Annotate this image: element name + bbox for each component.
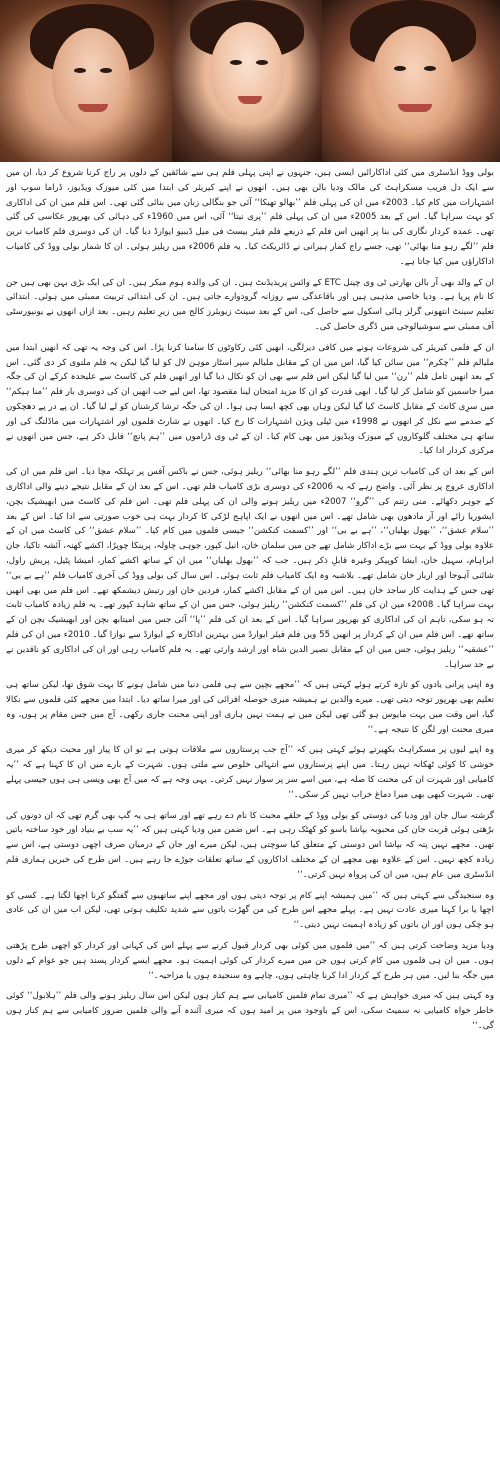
eye-shape <box>100 68 112 73</box>
article-paragraph: اس کے بعد ان کی کامیاب ترین ہندی فلم ’’لگے رہو منا بھائی‘‘ ریلیز ہوئی، جس نے باکس آفس پر تہلکہ مچا دیا۔ اس فلم میں ان کی اداکاری عروج پر نظر آئی۔ واضح رہے کہ یہ 2006ء کی دوسری بڑی کامیاب فلم تھی۔ اس کے بعد ان کے مقابل نتیجے دینے والی اداکاری کے جوہر دکھائے۔ منی رتنم کی ’’گرو‘‘ 2007ء میں ریلیز ہونے والی ان کی پہلی فلم تھی۔ اس فلم کی کاسٹ میں ابھیشیک بچن، ایشوریا رائے اور آر مادھون بھی شامل تھے۔ اس میں انھوں نے ایک اپاہج لڑکی کا کردار بہت ہی خوب صورتی سے ادا کیا۔ اس کے بعد ’’سلام عشق‘‘، ’’بھول بھلیاں‘‘، ’’ہے بے بی‘‘ اور ’’کسمت کنکشن‘‘ جیسی فلموں میں کام کیا۔ ’’سلام عشق‘‘ کی کاسٹ میں ان کے علاوہ بولی ووڈ کے بہت سے بڑے اداکار شامل تھے جن میں سلمان خان، انیل کپور، جوہی چاولہ، پرینکا چوپڑا، اکشے کھنہ، آئشہ تاکیا، جان ابراہام، سہیل خان، ایشا کوپیکر وغیرہ قابلِ ذکر ہیں۔ جب کہ ’’بھول بھلیاں‘‘ میں ان کے ساتھ اکشے کمار، امیشا پٹیل، پریش راول، شائنی آہوجا اور ارباز خان شامل تھے۔ بلاشبہ وہ ایک کامیاب فلم ثابت ہوئی۔ اس سال کی بولی ووڈ کی آخری کامیاب فلم ’’ہے بے بی‘‘ تھی جس کے ہدایت کار ساجد خان ہیں۔ اس میں ان کے مقابل اکشے کمار، فردین خان اور رتیش دیشمکھ تھے۔ اس فلم میں بھی انھیں بہت سراہا گیا۔ 2008ء میں ان کی فلم ’’کسمت کنکشن‘‘ ریلیز ہوئی، جس میں ان کے ساتھ شاہد کپور تھے۔ یہ فلم زیادہ کامیاب ثابت نہ ہو سکی، تاہم ان کی اداکاری کو بھرپور سراہا گیا۔ اس کے بعد ان کی فلم ’’پا‘‘ آئی جس میں امیتابھ بچن اور ابھیشیک بچن ان کے ساتھ تھے۔ اس فلم میں ان کے کردار پر انھیں 55 ویں فلم فیئر ایوارڈ میں بہترین اداکارہ کے ایوارڈ سے نوازا گیا۔ 2010ء میں ان کی فلم ’’عشقیہ‘‘ ریلیز ہوئی، جس میں ان کے مقابل نصیر الدین شاہ اور ارشد وارثی تھے۔ یہ فلم کامیاب رہی اور ان کی اداکاری کو ناقدین نے بے حد سراہا۔ <box>6 467 494 670</box>
article-paragraph: بولی ووڈ انڈسٹری میں کئی اداکارائیں ایسی ہیں، جنہوں نے اپنی پہلی فلم ہی سے شائقین کے دلوں پر راج کرنا شروع کر دیا، ان میں سے ایک دل فریب مسکراہٹ کی مالک ودیا بالن بھی ہیں۔ انھوں نے اپنے کیریئر کی ابتدا میں کئی میوزک ویڈیوز، ڈراما سوپ اور اشتہارات میں کام کیا۔ 2003ء میں ان کی پہلی فلم ’’بھالو تھیکا‘‘ آئی جو بنگالی زبان میں بنائی گئی تھی۔ اس فلم میں ان کی اداکاری کو بہت سراہا گیا۔ اس کے بعد 2005ء میں ان کی پہلی فلم ’’پری نیتا‘‘ آئی، اس میں 1960ء کی دہائی کی بھرپور عکاسی کی گئی تھی۔ عمدہ کردار نگاری کی بنا پر انھیں اس فلم کے ذریعے فلم فیئر بیسٹ فی میل ڈیبیو ایوارڈ دیا گیا۔ ان کی دوسری فلم کامیاب ترین فلم ’’لگے رہو منا بھائی‘‘ تھی، جسے راج کمار ہیرانی نے ڈائریکٹ کیا۔ یہ فلم 2006ء میں ریلیز ہوئی۔ ان کا شمار بولی ووڈ کی کامیاب اداکاراؤں میں کیا جاتا ہے۔ <box>6 168 494 267</box>
actress-portrait-center <box>172 0 322 162</box>
smile-shape <box>398 104 432 112</box>
header-photo-strip <box>0 0 500 162</box>
article-paragraph: وہ سنجیدگی سے کہتی ہیں کہ ’’میں ہمیشہ اپنے کام پر توجہ دیتی ہوں اور مجھے اپنے ساتھیوں سے گفتگو کرنا اچھا لگتا ہے۔ کسی کو اچھا یا برا کہنا میری عادت نہیں ہے۔ پہلے مجھے اس طرح کی من گھڑت باتوں سے شدید تکلیف ہوتی تھی، لیکن اب میں ان کی عادی ہو چکی ہوں اور ان باتوں کو زیادہ اہمیت نہیں دیتی۔‘‘ <box>6 890 494 931</box>
article-paragraph: وہ اپنی پرانی یادوں کو تازہ کرتے ہوئے کہتی ہیں کہ ’’مجھے بچپن سے ہی فلمی دنیا میں شامل ہونے کا بہت شوق تھا، لیکن ساتھ ہی تعلیم بھی بھرپور توجہ دیتی تھی۔ میرے والدین نے ہمیشہ میری حوصلہ افزائی کی اور میرا ساتھ دیا۔ ابتدا میں مجھے کئی فلموں سے نکالا گیا، اس وقت میں بہت مایوس ہو گئی تھی لیکن میں نے ہمت نہیں ہاری اور اپنی محنت جاری رکھی۔ آج میں جس مقام پر ہوں، وہ میری محنت اور لگن کا نتیجہ ہے۔‘‘ <box>6 680 494 735</box>
face-shape <box>210 22 284 122</box>
actress-portrait-right <box>322 0 500 162</box>
eye-shape <box>74 68 86 73</box>
article-paragraph: ان کے فلمی کیریئر کی شروعات ہونے میں کافی دیرلگی، انھیں کئی رکاوٹوں کا سامنا کرنا پڑا۔ اس کی وجہ یہ تھی کہ انھیں ابتدا میں ملیالم فلم ’’چکرم‘‘ میں سائن کیا گیا، اس میں ان کے مقابل ملیالم سپر اسٹار موہن لال کو لیا گیا لیکن یہ فلم ملتوی کر دی گئی۔ اس کے بعد انھیں تامل فلم ’’رن‘‘ میں لیا گیا لیکن اس فلم سے بھی ان کو نکال دیا گیا اور انھیں فلم کی کاسٹ سے علیحدہ کرکے ان کی جگہ میرا جاسمین کو شامل کر لیا گیا۔ ابھی قدرت کو ان کا مزید امتحان لینا مقصود تھا، اس لیے جب انھیں ان کی دوسری بار فلم ’’منا ہیکم‘‘ میں سرِی کانت کے مقابل کاسٹ کیا گیا لیکن وہاں بھی کچھ ایسا ہی ہوا۔ ان کی جگہ ترشا کرشنان کو لے لیا گیا۔ ان پے در پے دھچکوں کے صدمے سے نکل کر انھوں نے 1998ء میں ٹیلی ویژن اشتہارات کا رخ کیا۔ انھوں نے شارٹ فلموں اور اشتہارات میں ماڈلنگ کی اور ساتھ ہی مختلف گلوکاروں کے میوزک ویڈیوز میں بھی کام کیا۔ ان کے ٹی وی ڈراموں میں ’’ہم پانچ‘‘ قابل ذکر ہے، جس میں انھوں نے مرکزی کردار ادا کیا۔ <box>6 342 494 457</box>
article-paragraph: وہ کہتی ہیں کہ میری خواہش ہے کہ ’’میری تمام فلمیں کامیابی سے ہم کنار ہوں لیکن اس سال ریلیز ہونے والی فلم ’’ہلابول‘‘ کوئی خاطر خواہ کامیابی نہ سمیٹ سکی، اس کے باوجود میں پر امید ہوں کہ میری آئندہ آنے والی فلمیں ضرور کامیابی سے ہم کنار ہوں گی۔‘‘ <box>6 991 494 1032</box>
article-paragraph: وہ اپنے لبوں پر مسکراہٹ بکھیرتے ہوئے کہتی ہیں کہ ’’آج جب پرستاروں سے ملاقات ہوتی ہے تو ان کا پیار اور محبت دیکھ کر میری خوشی کا کوئی ٹھکانہ نہیں رہتا۔ میں اپنے پرستاروں سے انتہائی خلوص سے ملتی ہوں۔ شہرت کے بارے میں ان کا کہنا ہے کہ ’’یہ کامیابی اور شہرت ان کی محنت کا صلہ ہے، میں اسے سر پر سوار نہیں کرتی۔ یہی وجہ ہے کہ میں آج بھی ویسی ہی ہوں جیسی پہلے تھی۔ شہرت کبھی بھی میرا دماغ خراب نہیں کر سکی۔‘‘ <box>6 745 494 800</box>
smile-shape <box>78 104 108 112</box>
face-shape <box>372 26 454 134</box>
article-paragraph: ودیا مزید وضاحت کرتی ہیں کہ ’’میں فلموں میں کوئی بھی کردار قبول کرنے سے پہلے اس کی کہانی اور کردار کو اچھی طرح پڑھتی ہوں۔ میں ان ہی فلموں میں کام کرتی ہوں جن میں میرے کردار کی کوئی اہمیت ہو۔ مجھے ایسے کردار پسند ہیں جو عوام کے دلوں میں جگہ بنا لیں۔ میں ہر طرح کے کردار ادا کرنا چاہتی ہوں، چاہے وہ سنجیدہ ہوں یا مزاحیہ۔‘‘ <box>6 941 494 981</box>
article-paragraph: گزشتہ سال جان اور ودیا کی دوستی کو بولی ووڈ کے حلقے محبت کا نام دے رہے تھے اور ساتھ ہی یہ گپ بھی گرم تھی کہ ان دونوں کی بڑھتی ہوئی قربت جان کی محبوبہ بپاشا باسو کو کھٹک رہی ہے۔ اس ضمن میں ودیا کہتی ہیں کہ ’’یہ سب بے بنیاد اور خود ساختہ باتیں تھیں۔ مجھے نہیں پتہ کہ بپاشا اس دوستی کے متعلق کیا سوچتی ہیں، لیکن میرے اور جان کے درمیان صرف اچھی دوستی ہے، اس سے زیادہ کچھ نہیں۔ اس کے علاوہ بھی مجھے ان کے مختلف اداکاروں کے ساتھ تعلقات جوڑے جا رہے ہیں۔ اس طرح کی خبریں ہماری فلم انڈسٹری میں عام ہیں، میں ان کی پرواہ نہیں کرتی۔‘‘ <box>6 810 494 880</box>
eye-shape <box>394 66 406 71</box>
eye-shape <box>424 66 436 71</box>
eye-shape <box>230 60 242 65</box>
article-paragraph: ان کے والد بھی آر بالن بھارتی ٹی وی چینل ETC کے وائس پریذیڈنٹ ہیں۔ ان کی والدہ ہوم میکر ہیں۔ ان کی ایک بڑی بہن بھی ہیں جن کا نام پریا ہے۔ ودیا خاصی مذہبی ہیں اور باقاعدگی سے روزانہ گرودوارے جاتی ہیں۔ ان کی ابتدائی تربیت ممبئی میں ہوئی۔ ابتدائی تعلیم سینٹ انتھونی گرلز ہائی اسکول سے حاصل کی، اس کے بعد سینٹ زیویئرز کالج میں زیرِ تعلیم رہیں۔ بعد ازاں انھوں نے یونیورسٹی آف ممبئی سے سوشیالوجی میں ڈگری حاصل کی۔ <box>6 277 494 332</box>
actress-portrait-left <box>0 0 172 162</box>
article-body <box>6 166 494 1459</box>
face-shape <box>52 28 130 132</box>
eye-shape <box>256 60 268 65</box>
